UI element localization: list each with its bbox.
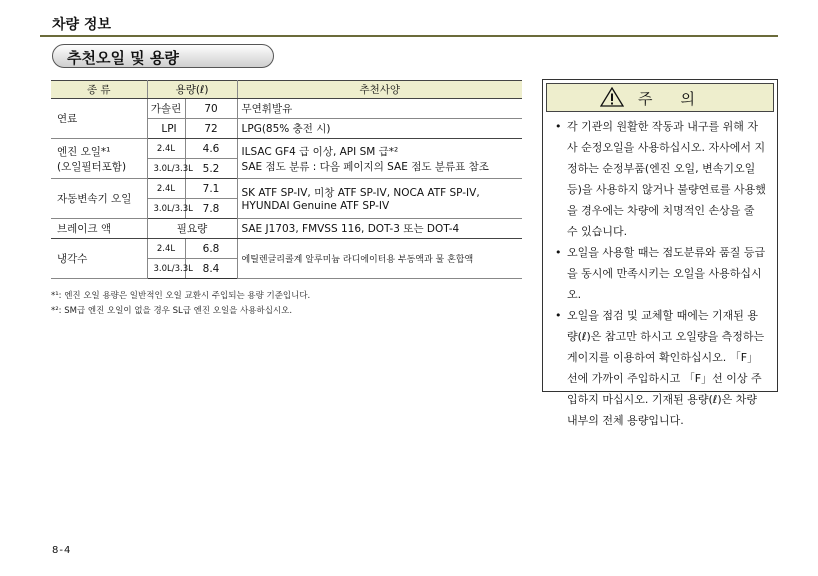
warning-triangle-icon: [600, 87, 624, 107]
cell-capacity: 70: [185, 99, 237, 119]
cell-capacity: 7.8: [185, 199, 237, 219]
table-row: [51, 239, 522, 259]
spec-line: SAE 점도 분류 : 다음 페이지의 SAE 점도 분류표 참조: [241, 160, 489, 173]
spec-line: ILSAC GF4 급 이상, API SM 급*²: [241, 145, 399, 158]
spec-line: SK ATF SP-IV, 미창 ATF SP-IV, NOCA ATF SP-IV,: [241, 187, 480, 199]
cell-type: 가솔린: [147, 99, 185, 119]
header-capacity: 용량(ℓ): [147, 81, 237, 99]
caution-item: • 각 기관의 원활한 작동과 내구를 위해 자사 순정오일을 사용하십시오. 자사에서 지정하는 순정부품(엔진 오일, 변속기오일 등)을 사용하지 않거나 불량연료를 사용했을 경우에는 차량에 치명적인 손상을 줄 수 있습니다.: [553, 116, 767, 242]
header-divider: [40, 35, 778, 37]
caution-title: 주의: [638, 90, 723, 108]
cell-capacity: 5.2: [185, 159, 237, 179]
cell-spec: SAE J1703, FMVSS 116, DOT-3 또는 DOT-4: [237, 219, 522, 239]
cell-capacity: 4.6: [185, 139, 237, 159]
caution-item: • 오일을 사용할 때는 점도분류와 품질 등급을 동시에 만족시키는 오일을 사용하십시오.: [553, 242, 767, 305]
table-row: [51, 179, 522, 199]
row-label-brake: 브레이크 액: [51, 219, 147, 239]
row-label-line: 엔진 오일*¹: [57, 145, 111, 158]
cell-type: LPI: [147, 119, 185, 139]
table-row: [51, 139, 522, 159]
row-label-line: (오일필터포함): [57, 160, 127, 173]
footnote: *¹: 엔진 오일 용량은 일반적인 오일 교환시 주입되는 용량 기준입니다.: [51, 291, 311, 301]
caution-item: • 오일을 점검 및 교체할 때에는 기재된 용량(ℓ)은 참고만 하시고 오일량을 측정하는 게이지를 이용하여 확인하십시오. 「F」선에 가까이 주입하시고 「F」선 이상 주입하지 마십시오. 기재된 용량(ℓ)은 차량 내부의 전체 용량입니다.: [553, 305, 767, 431]
row-label-engine-oil: [51, 139, 147, 179]
header-type: 종 류: [51, 81, 147, 99]
cell-type: 3.0L/3.3L: [147, 259, 185, 279]
caution-box: [542, 79, 778, 427]
cell-type: 3.0L/3.3L: [147, 199, 185, 219]
cell-capacity: 8.4: [185, 259, 237, 279]
table-header-row: [51, 81, 522, 99]
cell-capacity: 72: [185, 119, 237, 139]
row-label-transmission: 자동변속기 오일: [51, 179, 147, 219]
row-label-fuel: 연료: [51, 99, 147, 139]
cell-type: 2.4L: [147, 239, 185, 259]
subsection-title: 추천오일 및 용량: [67, 49, 179, 67]
oil-capacity-table: [51, 80, 522, 279]
footnotes: [51, 289, 310, 319]
table-row: [51, 99, 522, 119]
page-number: 8-4: [52, 545, 72, 556]
cell-type: 3.0L/3.3L: [147, 159, 185, 179]
header-spec: 추천사양: [237, 81, 522, 99]
cell-capacity: 7.1: [185, 179, 237, 199]
cell-spec: LPG(85% 충전 시): [237, 119, 522, 139]
caution-header: [546, 83, 774, 112]
spec-line: HYUNDAI Genuine ATF SP-IV: [241, 200, 390, 212]
caution-list: [553, 116, 767, 431]
cell-spec: 에틸렌글리콜계 알루미늄 라디에이터용 부동액과 물 혼합액: [237, 239, 522, 279]
cell-spec: [237, 139, 522, 179]
cell-capacity: 6.8: [185, 239, 237, 259]
cell-capacity: 필요량: [147, 219, 237, 239]
cell-spec: [237, 179, 522, 219]
cell-spec: 무연휘발유: [237, 99, 522, 119]
row-label-coolant: 냉각수: [51, 239, 147, 279]
table-row: [51, 219, 522, 239]
subsection-title-badge: [52, 44, 274, 68]
cell-type: 2.4L: [147, 139, 185, 159]
section-title: 차량 정보: [52, 17, 111, 33]
footnote: *²: SM급 엔진 오일이 없을 경우 SL급 엔진 오일을 사용하십시오.: [51, 306, 293, 316]
cell-type: 2.4L: [147, 179, 185, 199]
